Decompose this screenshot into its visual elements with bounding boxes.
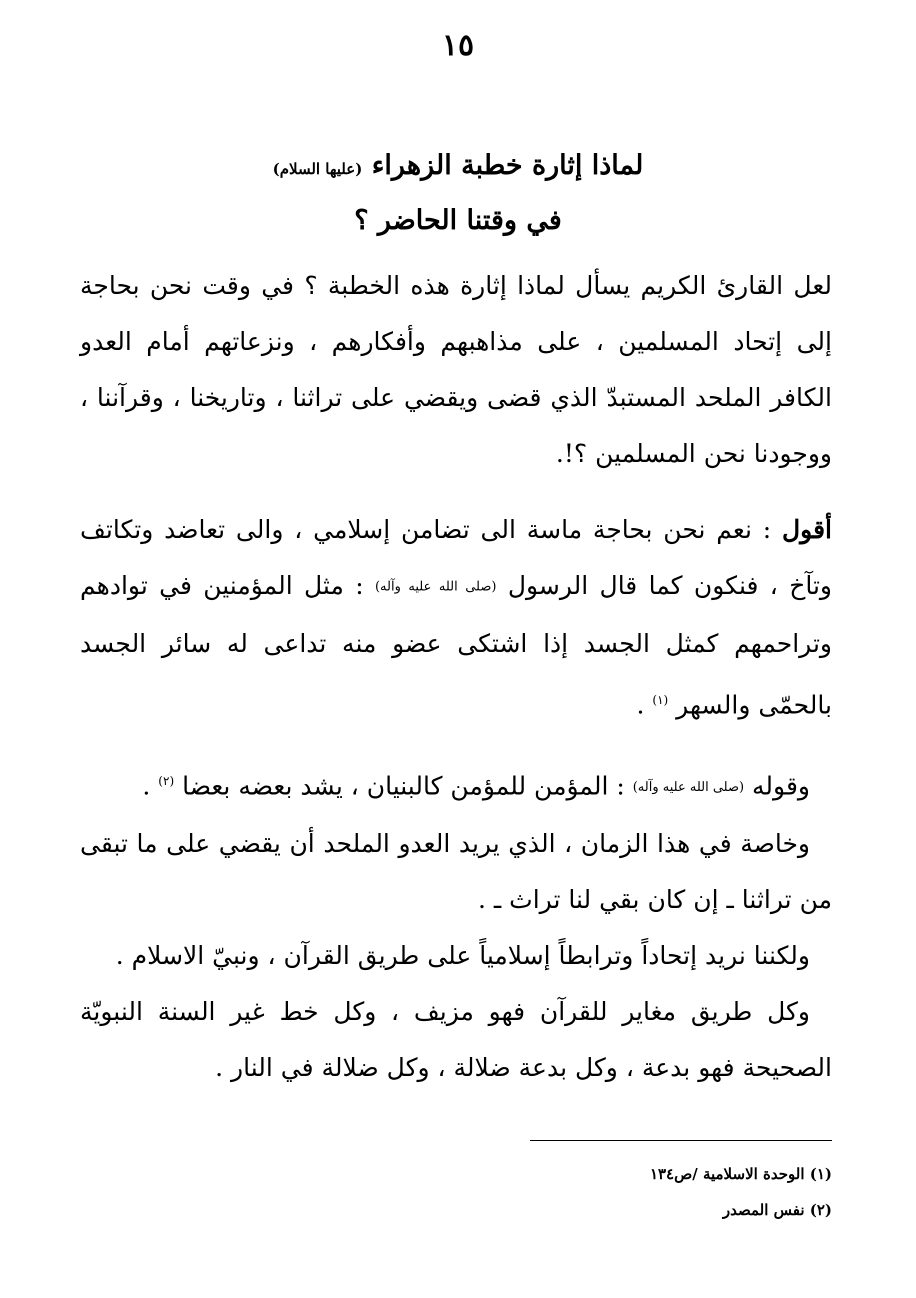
paragraph-hadith-text-b: : المؤمن للمؤمن كالبنيان ، يشد بعضه بعضا [182, 771, 625, 801]
paragraph-answer-text-a: : نعم نحن بحاجة ماسة الى تضامن إسلامي ، والى تعاضد وتكاتف وتآخ ، فنكون كما قال الرسول [80, 515, 832, 600]
footnote-ref-2: (٢) [158, 773, 175, 788]
honorific-note: (صلى الله عليه وآله) [374, 579, 497, 595]
paragraph-answer-end: . [636, 689, 645, 719]
paragraph-hadith-text-a: وقوله [752, 771, 810, 801]
paragraph-answer-text-b: : مثل المؤمنين في توادهم وتراحمهم كمثل الجسد إذا اشتكى عضو منه تداعى له سائر الجسد بالحمّى والسهر [80, 571, 832, 719]
paragraph-hadith [80, 753, 832, 816]
paragraph-especially: وخاصة في هذا الزمان ، الذي يريد العدو الملحد أن يقضي على ما تبقى من تراثنا ـ إن كان بقي لنا تراث ـ . [80, 828, 832, 914]
chapter-title-text: لماذا إثارة خطبة الزهراء [371, 150, 644, 181]
footnote-divider [530, 1140, 832, 1141]
page-number: ١٥ [441, 28, 475, 63]
chapter-title-line-1 [60, 150, 856, 181]
footnote-2: (٢) نفس المصدر [722, 1201, 832, 1219]
chapter-title-line-2: في وقتنا الحاضر ؟ [354, 205, 562, 236]
paragraph-intro-question: لعل القارئ الكريم يسأل لماذا إثارة هذه الخطبة ؟ في وقت نحن بحاجة إلى إتحاد المسلمين ، على مذاهبهم وأفكارهم ، ونزعاتهم أمام العدو الكافر الملحد المستبدّ الذي قضى ويقضي على تراثنا ، وتاريخنا ، وقرآننا ، ووجودنا نحن المسلمين ؟!. [80, 271, 832, 468]
paragraph-lead-word: أقول [782, 515, 832, 544]
body-text [80, 258, 832, 1096]
footnotes [80, 1156, 832, 1228]
paragraph-answer [80, 502, 832, 733]
paragraph-hadith-end: . [142, 771, 151, 801]
honorific-note: (صلى الله عليه وآله) [632, 779, 745, 795]
footnote-ref-1: (١) [652, 692, 669, 707]
chapter-title-honorific: (عليها السلام) [272, 160, 363, 178]
footnote-1: (١) الوحدة الاسلامية /ص١٣٤ [649, 1165, 832, 1183]
paragraph-conclusion: وكل طريق مغاير للقرآن فهو مزيف ، وكل خط غير السنة النبويّة الصحيحة فهو بدعة ، وكل بدعة ضلالة ، وكل ضلالة في النار . [80, 996, 832, 1082]
paragraph-unity: ولكننا نريد إتحاداً وترابطاً إسلامياً على طريق القرآن ، ونبيّ الاسلام . [115, 940, 810, 970]
